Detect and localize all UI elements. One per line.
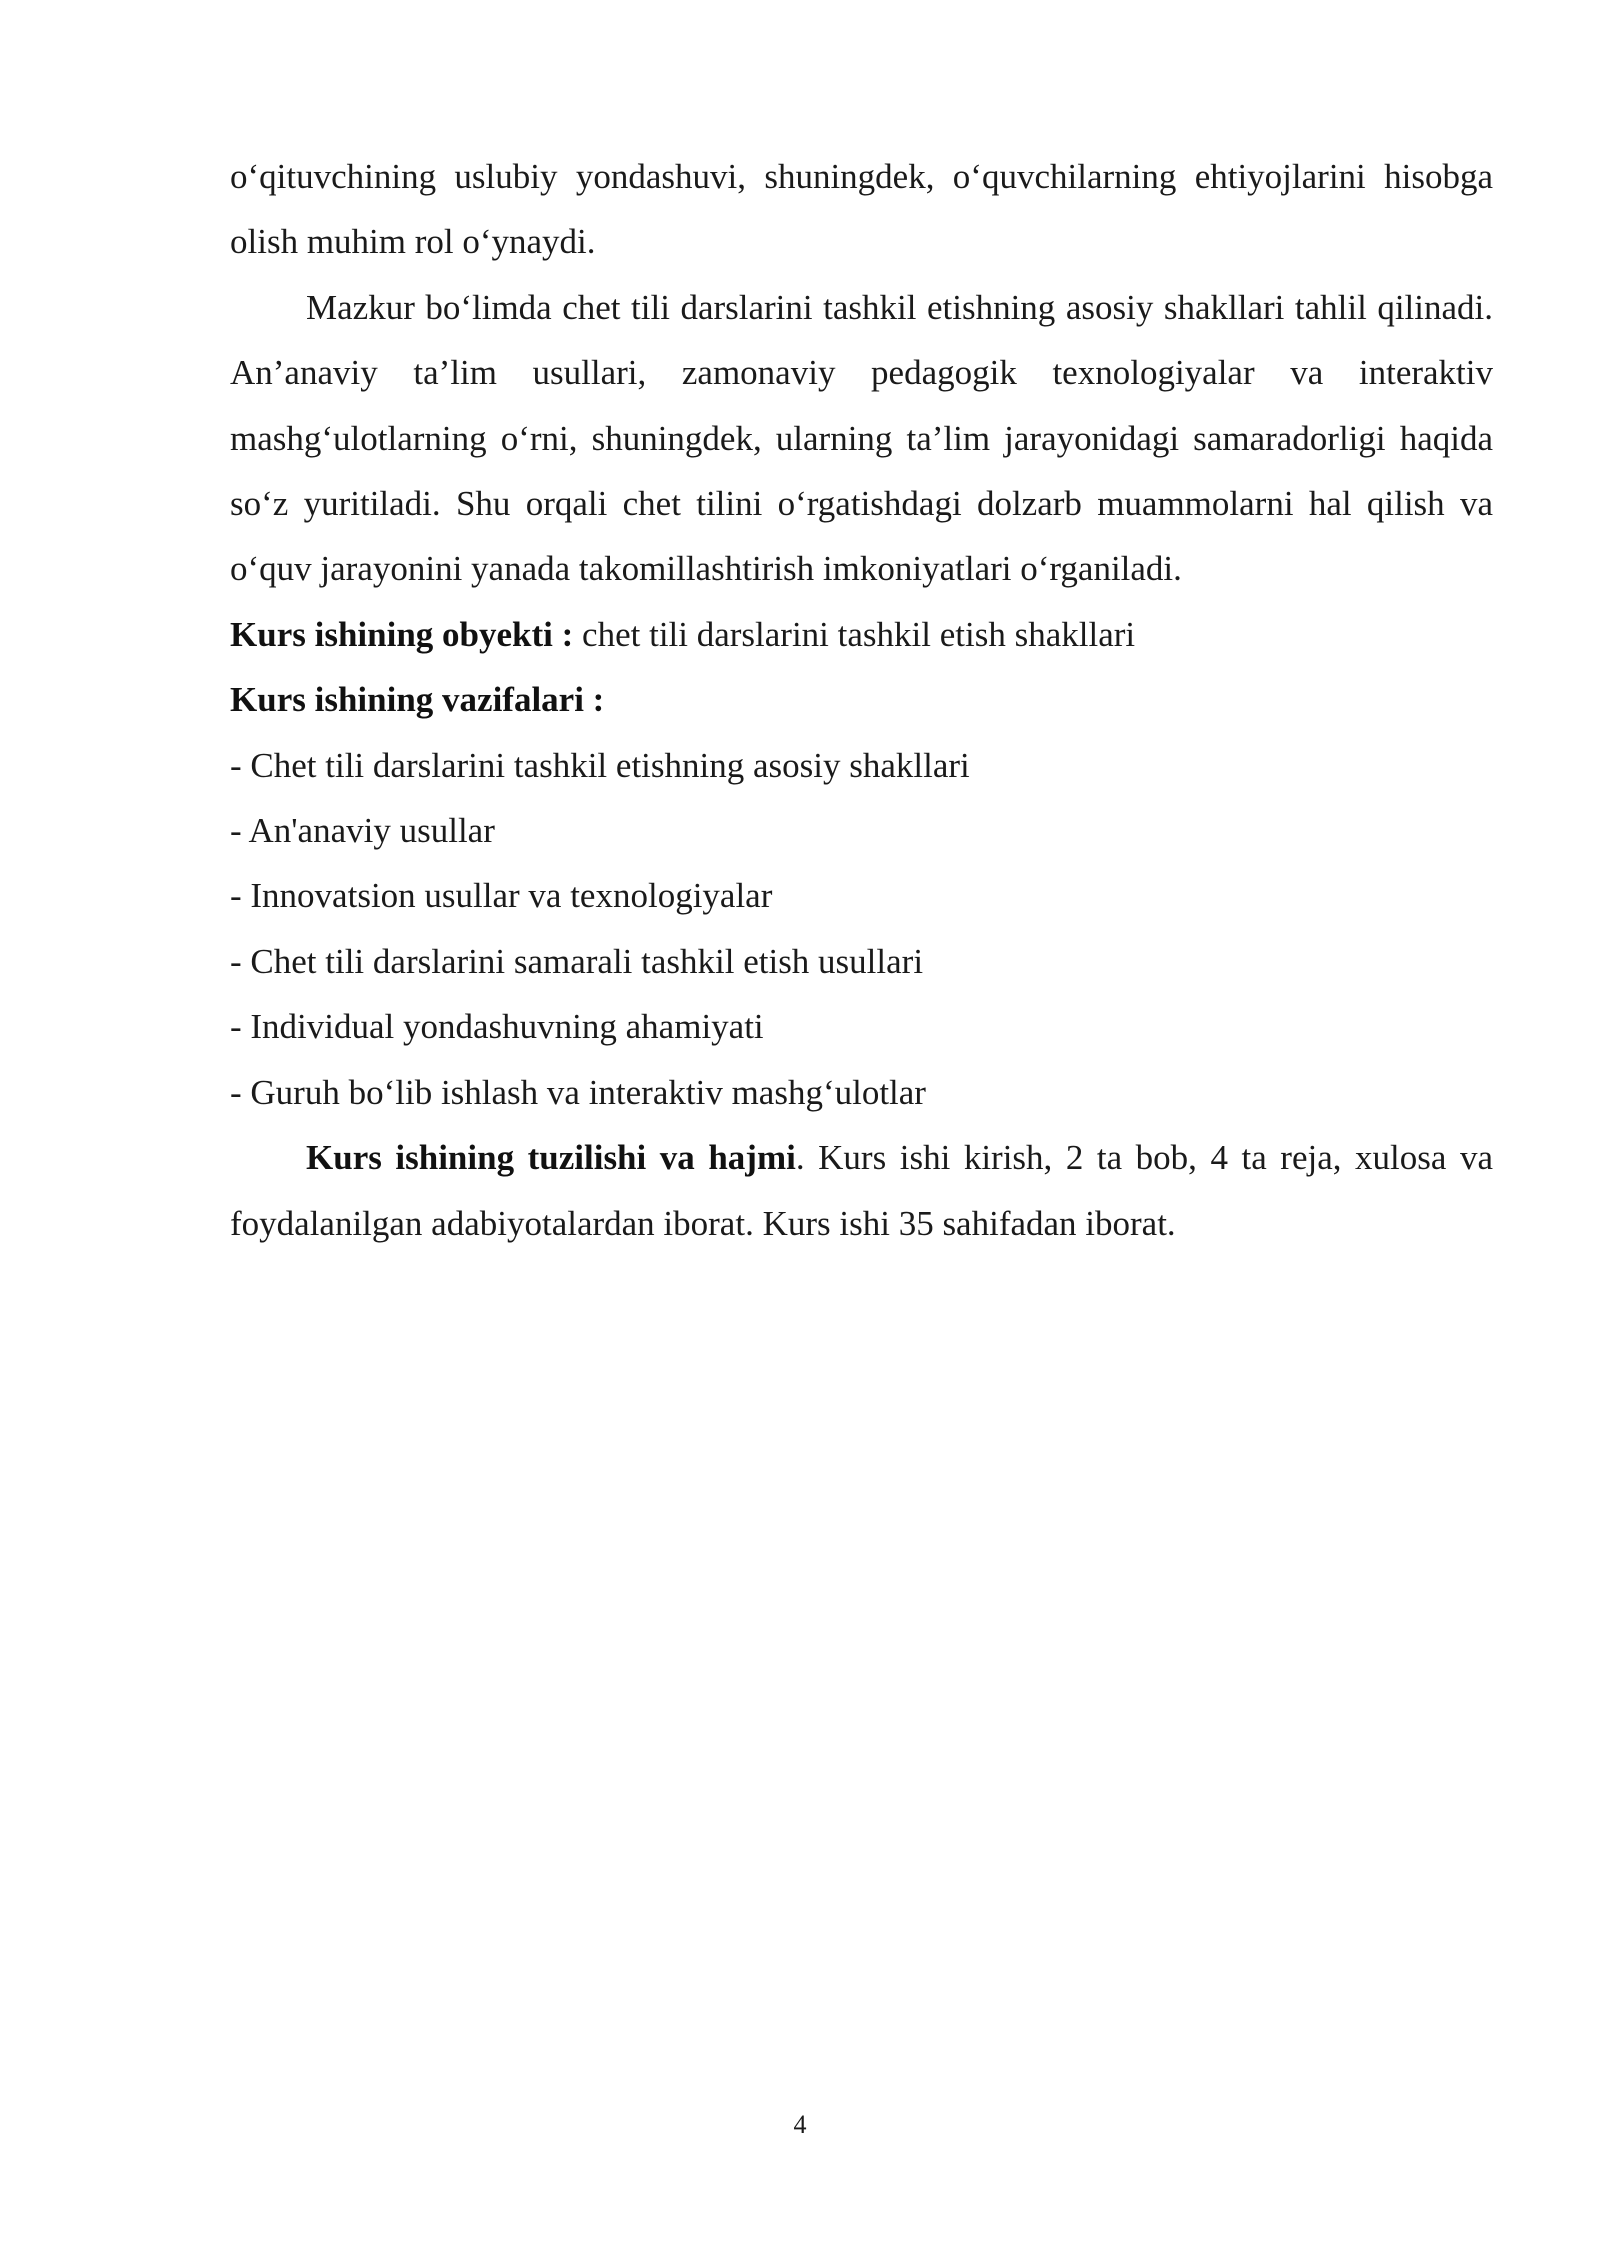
course-object-text: chet tili darslarini tashkil etish shakllari (573, 614, 1136, 654)
task-item: - An'anaviy usullar (230, 811, 495, 851)
course-structure-text: . Kurs ishi kirish, 2 ta bob, 4 ta reja, xulosa va foydalanilgan adabiyotalardan iborat. Kurs ishi 35 sahifadan iborat. (230, 1138, 1494, 1243)
course-object-label: Kurs ishining obyekti : (230, 614, 574, 654)
paragraph-section-intro: Mazkur bo‘limda chet tili darslarini tashkil etishning asosiy shakllari tahlil qilinadi. An’anaviy ta’lim usullari, zamonaviy pedagogik texnologiyalar va interaktiv mashg‘ulotlarning o‘rni, shuningdek, ularning ta’lim jarayonidagi samaradorligi haqida so‘z yuritiladi. Shu orqali chet tilini o‘rgatishdagi dolzarb muammolarni hal qilish va o‘quv jarayonini yanada takomillashtirish imkoniyatlari o‘rganiladi. (230, 287, 1493, 589)
course-structure-paragraph (230, 1125, 1493, 1256)
page-body (230, 144, 1493, 1256)
page-number: 4 (793, 2110, 807, 2139)
course-tasks-heading (230, 667, 1493, 732)
task-item: - Guruh bo‘lib ishlash va interaktiv mashg‘ulotlar (230, 1072, 926, 1112)
task-item: - Chet tili darslarini tashkil etishning asosiy shakllari (230, 745, 970, 785)
task-item: - Innovatsion usullar va texnologiyalar (230, 876, 773, 916)
course-tasks-label: Kurs ishining vazifalari : (230, 680, 605, 720)
course-structure-label: Kurs ishining tuzilishi va hajmi (306, 1138, 796, 1178)
task-item: - Individual yondashuvning ahamiyati (230, 1007, 764, 1047)
task-item: - Chet tili darslarini samarali tashkil etish usullari (230, 941, 924, 981)
paragraph-continuation: o‘qituvchining uslubiy yondashuvi, shuningdek, o‘quvchilarning ehtiyojlarini hisobga olish muhim rol o‘ynaydi. (230, 157, 1493, 262)
course-object-line (230, 602, 1493, 667)
